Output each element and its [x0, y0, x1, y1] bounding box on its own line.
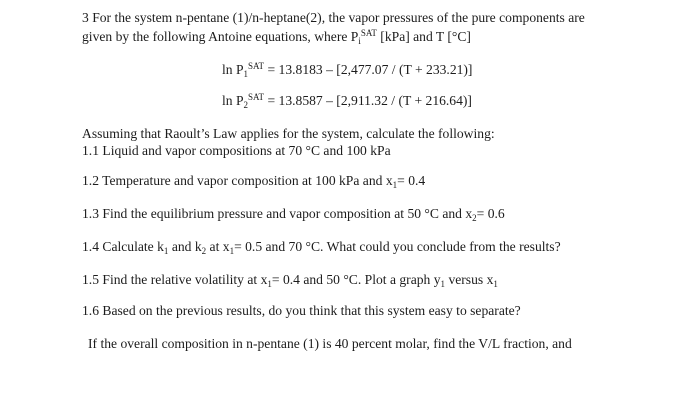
q1-3-text-b: = 0.6: [476, 206, 505, 221]
q1-5-text-b: = 0.4 and 50 °C. Plot a graph y: [271, 272, 441, 287]
q1-4-text-c: at x: [206, 239, 230, 254]
intro-line-1-text: 3 For the system n-pentane (1)/n-heptane(2), the vapor pressures of the pure components are: [82, 10, 585, 25]
q1-4-text-b: and k: [168, 239, 202, 254]
eq1-lhs: ln P: [222, 62, 244, 77]
eq2-lhs: ln P: [222, 93, 244, 108]
intro-line-2-text-b: [kPa] and T [°C]: [376, 29, 471, 44]
eq1-sub: 1: [243, 69, 249, 79]
q1-4-sub-1: 1: [163, 246, 169, 256]
intro-line-1: [82, 10, 585, 26]
q1-4-text-a: 1.4 Calculate k: [82, 239, 164, 254]
q1-5-sub-1: 1: [267, 279, 272, 289]
intro-line-2-sup: SAT: [360, 28, 377, 38]
q1-4-text-d: = 0.5 and 70 °C. What could you conclude from the results?: [234, 239, 561, 254]
q1-2-sub: 1: [392, 180, 398, 190]
q1-3-text-a: 1.3 Find the equilibrium pressure and vapor composition at 50 °C and x: [82, 206, 473, 221]
assumption-line: [82, 126, 495, 142]
eq2-sup: SAT: [248, 92, 265, 102]
assumption-text: Assuming that Raoult’s Law applies for the system, calculate the following:: [82, 126, 495, 141]
intro-line-2-sub: i: [358, 36, 361, 46]
q1-3-sub: 2: [472, 213, 477, 223]
question-1-3: [82, 206, 505, 222]
antoine-equation-1: [222, 62, 472, 78]
question-1-1-text: 1.1 Liquid and vapor compositions at 70 °C and 100 kPa: [82, 143, 391, 158]
final-line-text: If the overall composition in n-pentane (1) is 40 percent molar, find the V/L fraction, and: [88, 336, 572, 351]
question-1-6: [82, 303, 521, 319]
q1-2-text-b: = 0.4: [397, 173, 426, 188]
antoine-equation-2: [222, 93, 472, 109]
q1-4-sub-3: 1: [229, 246, 235, 256]
question-1-4: [82, 239, 561, 255]
q1-2-text-a: 1.2 Temperature and vapor composition at 100 kPa and x: [82, 173, 393, 188]
eq2-rhs: = 13.8587 – [2,911.32 / (T + 216.64)]: [264, 93, 472, 108]
q1-4-sub-2: 2: [201, 246, 207, 256]
question-1-6-text: 1.6 Based on the previous results, do you think that this system easy to separate?: [82, 303, 521, 318]
eq2-sub: 2: [243, 100, 249, 110]
intro-line-2-text-a: given by the following Antoine equations, where P: [82, 29, 359, 44]
eq1-sup: SAT: [248, 61, 265, 71]
eq1-rhs: = 13.8183 – [2,477.07 / (T + 233.21)]: [264, 62, 473, 77]
q1-5-text-c: versus x: [445, 272, 494, 287]
question-1-5: [82, 272, 498, 288]
q1-5-sub-3: 1: [493, 279, 498, 289]
final-line: [88, 336, 572, 352]
question-1-1: [82, 143, 391, 159]
q1-5-sub-2: 1: [440, 279, 446, 289]
intro-line-2: [82, 29, 471, 45]
question-1-2: [82, 173, 425, 189]
q1-5-text-a: 1.5 Find the relative volatility at x: [82, 272, 268, 287]
